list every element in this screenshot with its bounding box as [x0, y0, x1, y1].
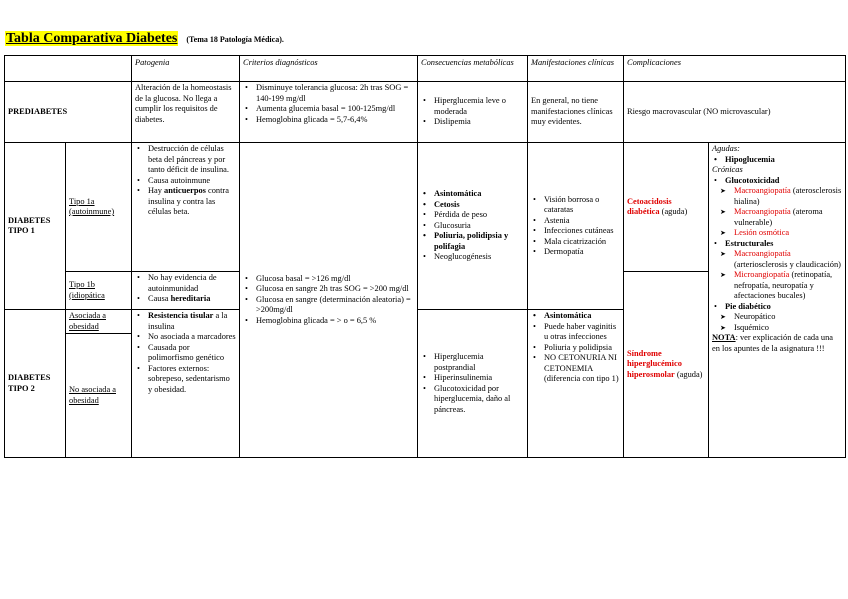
comparison-table	[4, 55, 846, 458]
list-item: • Cetosis	[434, 200, 524, 211]
list-item: • Poliuria y polidipsia	[544, 343, 620, 354]
text-aguda: (aguda)	[676, 369, 703, 379]
text-cronicas: Crónicas	[712, 165, 743, 174]
dm1-manifestaciones	[528, 143, 624, 310]
prediabetes-patogenia: Alteración de la homeostasis de la glucosa. No llega a cumplir los requisitos de diabetes.	[132, 82, 240, 143]
dm2-consecuencias	[418, 310, 528, 458]
text-red: Macroangiopatía	[734, 249, 791, 258]
header-row	[5, 56, 846, 82]
prediabetes-manifestaciones: En general, no tiene manifestaciones clínicas muy evidentes.	[528, 82, 624, 143]
list-item: • Pérdida de peso	[434, 210, 524, 221]
text-hay: Hay	[148, 186, 162, 195]
text-agudas: Agudas:	[712, 144, 740, 153]
list-item: • Hipoglucemia	[725, 155, 842, 166]
label-asociada-obesidad: Asociada a obesidad	[66, 310, 132, 334]
list-item: • Glucosa en sangre (determinación aleatoria) = >200mg/dl	[256, 295, 414, 316]
tipo1b-patogenia	[132, 272, 240, 310]
list-item: ➤ Neuropático	[734, 312, 842, 323]
list-item: ➤ Isquémico	[734, 323, 842, 334]
header-criterios: Criterios diagnósticos	[240, 56, 418, 82]
text-nota: : ver explicación de cada una en los apuntes de la asignatura !!!	[712, 333, 834, 353]
tipo1a-patogenia	[132, 143, 240, 272]
list-item: • Dermopatía	[544, 247, 620, 258]
list-item	[734, 228, 842, 239]
list-item: • Glucosa basal = >126 mg/dl	[256, 274, 414, 285]
header-manifestaciones: Manifestaciones clínicas	[528, 56, 624, 82]
text-resistencia-rest: a la insulina	[148, 311, 228, 331]
list-item: • Hemoglobina glicada = 5,7-6,4%	[256, 115, 414, 126]
list-item	[148, 294, 236, 305]
list-item: • Glucotoxicidad por hiperglucemia, daño al páncreas.	[434, 384, 524, 416]
text-sindrome-hiperosmolar: Síndrome hiperglucémico hiperosmolar	[627, 348, 682, 379]
list-item	[148, 311, 236, 332]
header-empty	[5, 56, 132, 82]
list-item: • Visión borrosa o cataratas	[544, 195, 620, 216]
dm2-patogenia	[132, 310, 240, 458]
list-item: • Asintomática	[544, 311, 620, 322]
list-item	[725, 176, 842, 239]
list-item	[725, 239, 842, 302]
text-causa: Causa	[148, 294, 169, 303]
list-item: • Infecciones cutáneas	[544, 226, 620, 237]
row-tipo1a	[5, 143, 846, 272]
list-item: • No hay evidencia de autoinmunidad	[148, 273, 236, 294]
text-pie-diabetico: Pie diabético	[725, 301, 771, 311]
text-anticuerpos-rest: contra insulina y contra las células beta.	[148, 186, 229, 216]
list-item: • NO CETONURIA NI CETONEMIA (diferencia con tipo 1)	[544, 353, 620, 385]
label-prediabetes: PREDIABETES	[5, 82, 132, 143]
row-prediabetes	[5, 82, 846, 143]
list-item: • Disminuye tolerancia glucosa: 2h tras SOG = 140-199 mg/dl	[256, 83, 414, 104]
header-consecuencias: Consecuencias metabólicas	[418, 56, 528, 82]
text-detail: (arteriosclerosis y claudicación)	[734, 259, 841, 269]
text-red: Microangiopatía	[734, 270, 790, 279]
text-detail: (ateroma vulnerable)	[734, 207, 823, 227]
text-hereditaria: hereditaria	[170, 294, 211, 303]
list-item	[734, 249, 842, 270]
text-red: Macroangiopatía	[734, 207, 791, 216]
list-item: • Hiperglucemia leve o moderada	[434, 96, 524, 117]
prediabetes-complicaciones: Riesgo macrovascular (NO microvascular)	[624, 82, 846, 143]
dm1-consecuencias	[418, 143, 528, 310]
list-item	[734, 270, 842, 302]
diabetes-criterios	[240, 143, 418, 458]
list-item	[725, 302, 842, 334]
text-resistencia: Resistencia tisular	[148, 311, 214, 320]
list-item: • Astenia	[544, 216, 620, 227]
list-item: • Causa autoinmune	[148, 176, 236, 187]
label-diabetes-tipo1: DIABETES TIPO 1	[5, 143, 66, 310]
list-item: • Glucosuria	[434, 221, 524, 232]
prediabetes-consecuencias	[418, 82, 528, 143]
header-patogenia: Patogenia	[132, 56, 240, 82]
list-item: • Neoglucogénesis	[434, 252, 524, 263]
header-complicaciones: Complicaciones	[624, 56, 846, 82]
label-diabetes-tipo2: DIABETES TIPO 2	[5, 310, 66, 458]
list-item: • Factores externos: sobrepeso, sedentarismo y obesidad.	[148, 364, 236, 396]
document-title	[5, 29, 284, 47]
text-red: Macroangiopatía	[734, 186, 791, 195]
list-item: • Hemoglobina glicada = > o = 6,5 %	[256, 316, 414, 327]
list-item: • Puede haber vaginitis u otras infecciones	[544, 322, 620, 343]
list-item: • No asociada a marcadores	[148, 332, 236, 343]
list-item: • Hiperinsulinemia	[434, 373, 524, 384]
list-item	[734, 207, 842, 228]
title-subtitle: (Tema 18 Patología Médica).	[186, 35, 284, 44]
text-cetoacidosis: Cetoacidosis diabética	[627, 196, 672, 216]
text-anticuerpos: anticuerpos	[164, 186, 206, 195]
list-item: • Hiperglucemia postprandial	[434, 352, 524, 373]
text-detail: (aterosclerosis hialina)	[734, 186, 842, 206]
text-detail: (retinopatía, nefropatía, neuropatía y afectaciones bucales)	[734, 270, 833, 300]
list-item: • Dislipemia	[434, 117, 524, 128]
list-item: • Glucosa en sangre 2h tras SOG = >200 mg/dl	[256, 284, 414, 295]
prediabetes-criterios	[240, 82, 418, 143]
complicaciones-cronicas	[709, 143, 846, 458]
text-aguda: (aguda)	[661, 207, 688, 216]
dm1-complicacion-aguda	[624, 143, 709, 272]
text-estructurales: Estructurales	[725, 238, 774, 248]
label-no-asociada-obesidad: No asociada a obesidad	[66, 334, 132, 458]
list-item: • Mala cicatrización	[544, 237, 620, 248]
list-item	[148, 186, 236, 218]
text-nota-label: NOTA	[712, 333, 736, 342]
list-item: • Poliuria, polidipsia y polifagia	[434, 231, 524, 252]
dm2-complicacion-aguda	[624, 272, 709, 458]
list-item	[734, 186, 842, 207]
dm2-manifestaciones	[528, 310, 624, 458]
text-red: Lesión osmótica	[734, 228, 790, 237]
list-item: • Aumenta glucemia basal = 100-125mg/dl	[256, 104, 414, 115]
label-tipo1a: Tipo 1a (autoinmune)	[66, 143, 132, 272]
list-item: • Causada por polimorfismo genético	[148, 343, 236, 364]
label-tipo1b: Tipo 1b (idiopática	[66, 272, 132, 310]
list-item: • Destrucción de células beta del páncreas y por tanto déficit de insulina.	[148, 144, 236, 176]
nota	[712, 333, 842, 354]
title-main: Tabla Comparativa Diabetes	[6, 31, 178, 46]
text-glucotoxicidad: Glucotoxicidad	[725, 175, 780, 185]
list-item: • Asintomática	[434, 189, 524, 200]
